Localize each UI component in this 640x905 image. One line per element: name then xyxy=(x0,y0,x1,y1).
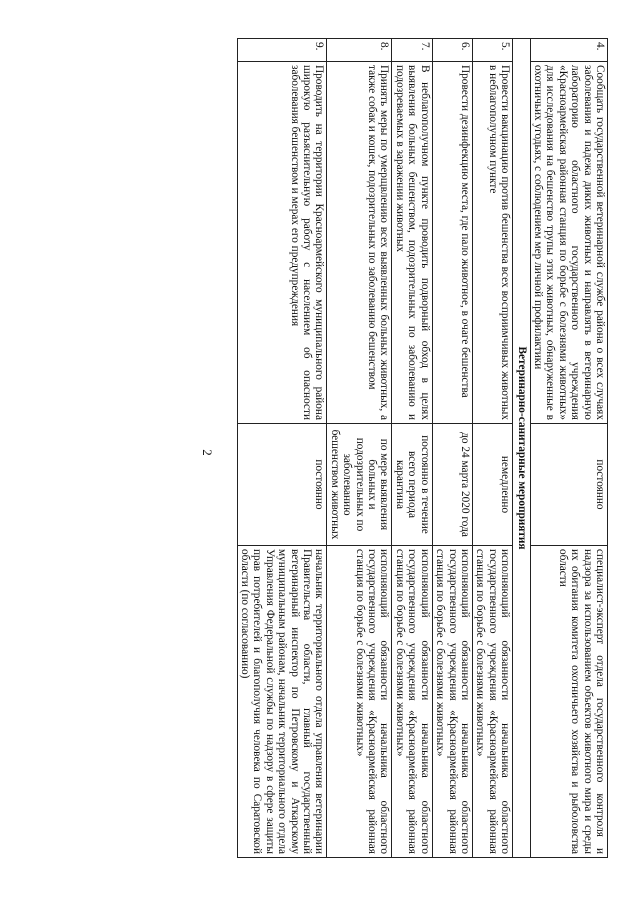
table-row xyxy=(237,39,327,858)
measures-table-body xyxy=(237,39,607,858)
row-responsible: специалист-эксперт отдела государственного контроля и надзора за использованием объектов животного мира и среды их обитания комитета охотничьего хозяйства и рыболовства области xyxy=(530,546,607,858)
row-number: 7. xyxy=(392,39,432,62)
landscape-table-container xyxy=(78,38,608,858)
row-term: до 24 марта 2020 года xyxy=(432,424,472,546)
row-number: 6. xyxy=(432,39,472,62)
row-action: В неблагополучном пункте проводить подворный обход в целях выявления больных бешенством, подозрительных по заболеванию и подозреваемых в заражении животных xyxy=(392,62,432,424)
row-term: по мере выявления больных и подозрительных по заболеванию бешенством животных xyxy=(327,424,392,546)
row-action: Принять меры по умерщвлению всех выявленных больных животных, а также собак и кошек, подозрительных по заболеванию бешенством xyxy=(327,62,392,424)
row-number: 5. xyxy=(472,39,512,62)
measures-table xyxy=(237,38,608,858)
section-row xyxy=(513,39,530,858)
row-action: Сообщать государственной ветеринарной службе района о всех случаях заболевания и падежа диких животных и направлять в ветеринарную лабораторию областного государственного учреждения «Красноармейская районная станция по борьбе с болезнями животных» для исследования на бешенство трупы этих животных, обнаруженные в охотничьих угодьях, с соблюдением мер личной профилактики xyxy=(530,62,607,424)
page-number: 2 xyxy=(199,449,215,456)
row-number: 4. xyxy=(530,39,607,62)
table-row xyxy=(392,39,432,858)
table-row xyxy=(530,39,607,858)
row-action: Провести вакцинацию против бешенства всех восприимчивых животных в неблагополучном пункте xyxy=(472,62,512,424)
row-responsible: исполняющий обязанности начальника областного государственного учреждения «Красноармейская районная станция по борьбе с болезнями животных» xyxy=(472,546,512,858)
row-term: немедленно xyxy=(472,424,512,546)
row-responsible: начальник территориального отдела управления ветеринарии Правительства области, главный государственный ветеринарный инспектор по Петровскому и Аткарскому муниципальным районам, начальник территориального отдела Управления Федеральной службы по надзору в сфере защиты прав потребителей и благополучия человека по Саратовской области (по согласованию) xyxy=(237,546,327,858)
row-action: Провести дезинфекцию места, где пало животное, в очаге бешенства xyxy=(432,62,472,424)
table-row xyxy=(432,39,472,858)
rotated-table-area xyxy=(78,38,608,858)
row-responsible: исполняющий обязанности начальника областного государственного учреждения «Красноармейская районная станция по борьбе с болезнями животных» xyxy=(432,546,472,858)
row-responsible: исполняющий обязанности начальника областного государственного учреждения «Красноармейская районная станция по борьбе с болезнями животных» xyxy=(327,546,392,858)
row-term: постоянно xyxy=(530,424,607,546)
row-number: 9. xyxy=(237,39,327,62)
table-row xyxy=(472,39,512,858)
row-term: постоянно xyxy=(237,424,327,546)
row-action: Проводить на территории Красноармейского муниципального района широкую разъяснительную работу с населением об опасности заболевания бешенством и мерах его предупреждения xyxy=(237,62,327,424)
table-row xyxy=(327,39,392,858)
row-responsible: исполняющий обязанности начальника областного государственного учреждения «Красноармейская районная станция по борьбе с болезнями животных» xyxy=(392,546,432,858)
section-title: Ветеринарно-санитарные мероприятия xyxy=(513,39,530,858)
row-term: постоянно в течение всего периода карантина xyxy=(392,424,432,546)
row-number: 8. xyxy=(327,39,392,62)
